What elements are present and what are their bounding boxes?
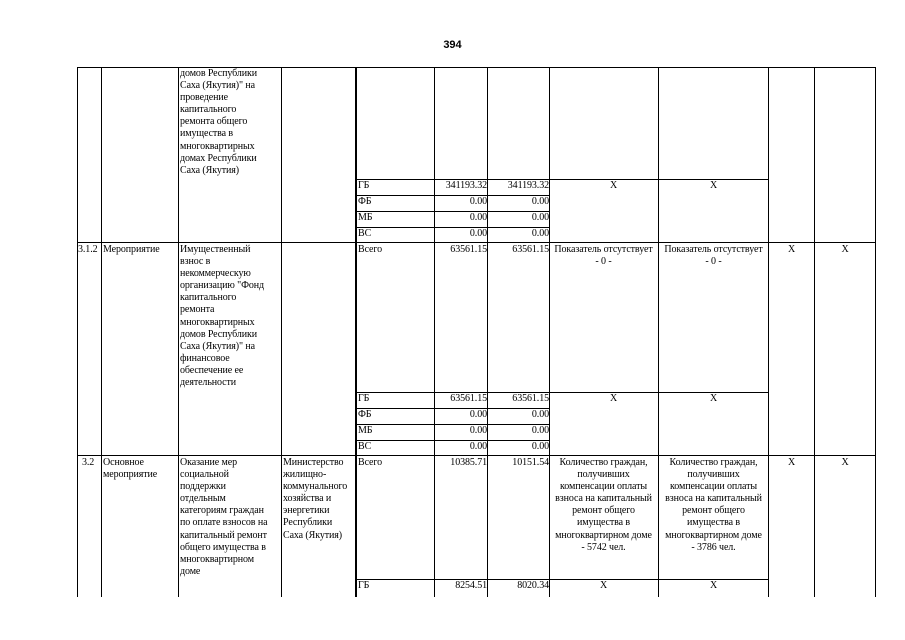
x-mark: X <box>787 457 796 468</box>
amount-cell: 63561.15 <box>512 393 549 404</box>
item-type: Основное мероприятие <box>103 457 158 481</box>
amount-cell: 0.00 <box>469 228 487 239</box>
amount-cell: 63561.15 <box>450 244 487 255</box>
row-divider <box>77 242 356 243</box>
col-border <box>434 67 435 597</box>
row-divider <box>77 455 876 456</box>
amount-cell: 0.00 <box>469 409 487 420</box>
col-border <box>101 67 102 597</box>
source-label: ФБ <box>358 409 372 420</box>
col-border <box>281 67 282 597</box>
amount-cell: 0.00 <box>469 196 487 207</box>
description-cell: Оказание мер социальной поддержки отдельным категориям граждан по оплате взносов на капитальный ремонт общего имущества в многоквартирном доме <box>180 457 268 577</box>
amount-cell: 63561.15 <box>450 393 487 404</box>
x-mark: X <box>841 244 849 255</box>
source-label: ФБ <box>358 196 372 207</box>
executor-cell: Министерство жилищно- коммунального хозяйства и энергетики Республики Саха (Якутия) <box>283 457 348 541</box>
source-label: Всего <box>358 457 383 468</box>
amount-cell: 10151.54 <box>512 457 549 468</box>
amount-cell: 8020.34 <box>517 580 549 591</box>
program-table <box>77 67 876 597</box>
indicator-cell: Количество граждан, получивших компенсации оплаты взноса на капитальный ремонт общего имущества в многоквартирном доме - 5742 чел. <box>555 457 652 553</box>
x-mark: X <box>841 457 849 468</box>
source-label: МБ <box>358 212 373 223</box>
amount-cell: 0.00 <box>531 441 549 452</box>
x-mark: X <box>787 244 796 255</box>
source-label: ВС <box>358 441 372 452</box>
amount-cell: 0.00 <box>531 228 549 239</box>
description-cell: домов Республики Саха (Якутия)" на проведение капитального ремонта общего имущества в многоквартирных домах Республики Саха (Якутия) <box>180 68 258 176</box>
col-border <box>875 67 876 597</box>
amount-cell: 0.00 <box>469 212 487 223</box>
col-border <box>487 67 488 597</box>
col-border <box>77 67 78 597</box>
amount-cell: 10385.71 <box>450 457 487 468</box>
amount-cell: 0.00 <box>531 425 549 436</box>
amount-cell: 63561.15 <box>512 244 549 255</box>
amount-cell: 8254.51 <box>455 580 487 591</box>
amount-cell: 0.00 <box>469 441 487 452</box>
indicator-cell: X <box>709 580 718 591</box>
indicator-cell: Показатель отсутствует - 0 - <box>664 244 763 268</box>
item-number: 3.2 <box>82 457 95 468</box>
amount-cell: 341193.32 <box>507 180 549 191</box>
indicator-cell: Количество граждан, получивших компенсации оплаты взноса на капитальный ремонт общего имущества в многоквартирном доме - 3786 чел. <box>665 457 762 553</box>
amount-cell: 0.00 <box>531 409 549 420</box>
indicator-cell: X <box>709 393 718 404</box>
source-label: Всего <box>358 244 383 255</box>
page-number: 394 <box>443 39 462 51</box>
source-label: МБ <box>358 425 373 436</box>
col-border <box>768 67 769 597</box>
amount-cell: 0.00 <box>531 212 549 223</box>
indicator-cell: X <box>599 580 608 591</box>
amount-cell: 341193.32 <box>445 180 487 191</box>
source-label: ГБ <box>358 180 370 191</box>
amount-cell: 0.00 <box>469 425 487 436</box>
col-border <box>355 67 357 597</box>
item-type: Мероприятие <box>103 244 160 255</box>
source-label: ГБ <box>358 580 370 591</box>
source-label: ГБ <box>358 393 370 404</box>
amount-cell: 0.00 <box>531 196 549 207</box>
indicator-cell: X <box>709 180 718 191</box>
indicator-cell: X <box>609 180 618 191</box>
source-label: ВС <box>358 228 372 239</box>
description-cell: Имущественный взнос в некоммерческую организацию "Фонд капитального ремонта многоквартирных домов Республики Саха (Якутия)" на финансовое обеспечение ее деятельности <box>180 244 265 389</box>
col-border <box>178 67 179 597</box>
col-border <box>814 67 815 597</box>
indicator-cell: Показатель отсутствует - 0 - <box>554 244 653 268</box>
item-number: 3.1.2 <box>78 244 98 255</box>
indicator-cell: X <box>609 393 618 404</box>
